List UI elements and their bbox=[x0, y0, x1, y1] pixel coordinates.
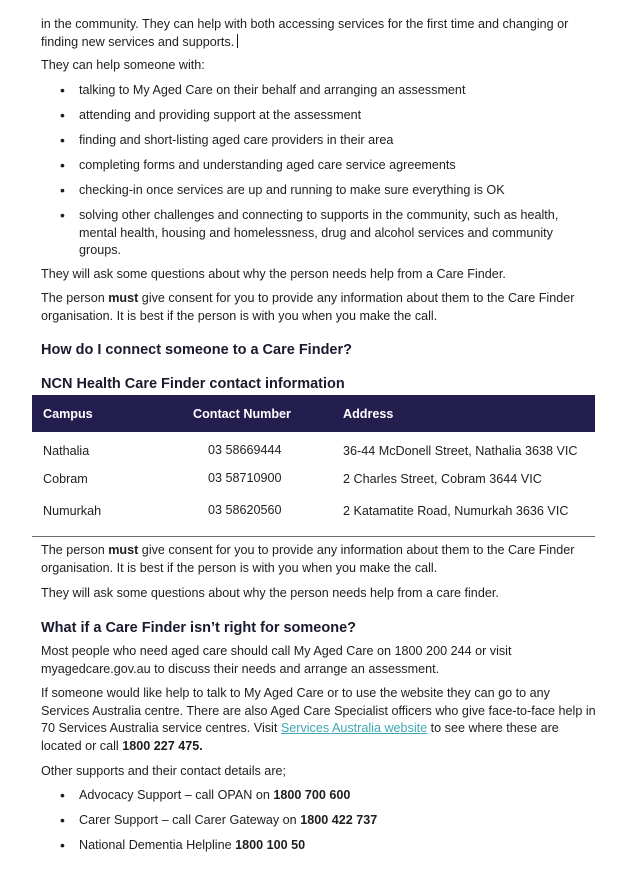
list-item: • solving other challenges and connecting to supports in the community, such as health, mental health, housing and homelessness, drug and alcohol services and community groups. bbox=[41, 207, 597, 260]
table-header bbox=[32, 395, 595, 432]
consent-paragraph: The person must give consent for you to provide any information about them to the Care Finder organisation. It is best if the person is with you when you make the call. bbox=[41, 291, 575, 323]
intro-lead: They can help someone with: bbox=[41, 58, 205, 72]
consent-paragraph-2: The person must give consent for you to provide any information about them to the Care Finder organisation. It is best if the person is with you when you make the call. bbox=[41, 543, 575, 575]
cell-campus: Nathalia bbox=[43, 444, 90, 458]
supports-list bbox=[41, 787, 597, 862]
cell-address: 36-44 McDonell Street, Nathalia 3638 VIC bbox=[343, 444, 578, 458]
contact-table bbox=[32, 395, 595, 537]
cell-campus: Numurkah bbox=[43, 504, 102, 518]
help-list bbox=[41, 82, 597, 268]
services-australia-paragraph: If someone would like help to talk to My Aged Care or to use the website they can go to any Services Australia centre. There are also Aged Care Specialist officers who give face-to-face help in 70 Services Australia service centres. Visit Services Australia website to see where these are located or call 1800 227 475. bbox=[41, 686, 596, 753]
cell-phone: 03 58620560 bbox=[208, 503, 282, 517]
intro-text: in the community. They can help with both accessing services for the first time and changing or finding new services and supports. bbox=[41, 17, 569, 49]
cell-address: 2 Charles Street, Cobram 3644 VIC bbox=[343, 472, 542, 486]
other-supports-lead: Other supports and their contact details are; bbox=[41, 764, 287, 778]
list-item: • checking-in once services are up and running to make sure everything is OK bbox=[41, 182, 597, 200]
cell-address: 2 Katamatite Road, Numurkah 3636 VIC bbox=[343, 504, 569, 518]
list-item: • finding and short-listing aged care providers in their area bbox=[41, 132, 597, 150]
heading-not-right: What if a Care Finder isn’t right for someone? bbox=[41, 620, 356, 636]
cell-campus: Cobram bbox=[43, 472, 88, 486]
header-contact-number: Contact Number bbox=[193, 407, 291, 421]
text-cursor bbox=[237, 34, 238, 48]
heading-contact-info: NCN Health Care Finder contact information bbox=[41, 376, 345, 392]
cell-phone: 03 58669444 bbox=[208, 443, 282, 457]
my-aged-care-paragraph: Most people who need aged care should call My Aged Care on 1800 200 244 or visit myagedcare.gov.au to discuss their needs and arrange an assessment. bbox=[41, 644, 512, 676]
list-item: • Advocacy Support – call OPAN on 1800 700 600 bbox=[41, 787, 597, 805]
questions-paragraph-2: They will ask some questions about why the person needs help from a care finder. bbox=[41, 586, 499, 600]
list-item: • attending and providing support at the assessment bbox=[41, 107, 597, 125]
cell-phone: 03 58710900 bbox=[208, 471, 282, 485]
intro-paragraph bbox=[41, 16, 597, 51]
list-item: • completing forms and understanding aged care service agreements bbox=[41, 157, 597, 175]
list-item: • Carer Support – call Carer Gateway on 1800 422 737 bbox=[41, 812, 597, 830]
services-australia-link[interactable]: Services Australia website bbox=[280, 721, 428, 735]
header-campus: Campus bbox=[43, 407, 93, 421]
heading-connect: How do I connect someone to a Care Finder? bbox=[41, 342, 352, 358]
header-address: Address bbox=[343, 407, 394, 421]
list-item: • talking to My Aged Care on their behalf and arranging an assessment bbox=[41, 82, 597, 100]
questions-paragraph: They will ask some questions about why the person needs help from a Care Finder. bbox=[41, 267, 506, 281]
list-item: • National Dementia Helpline 1800 100 50 bbox=[41, 837, 597, 855]
